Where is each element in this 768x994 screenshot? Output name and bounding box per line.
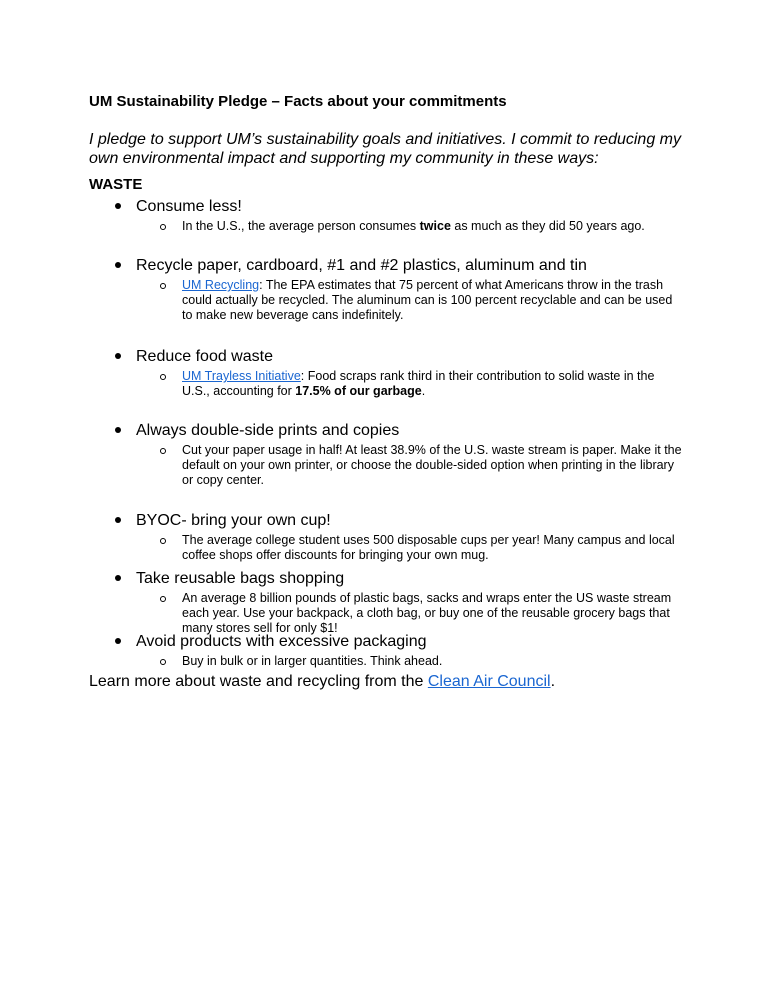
item-label: Take reusable bags shopping — [136, 570, 345, 587]
section-heading-waste: WASTE — [89, 176, 143, 193]
bullet-icon — [115, 427, 121, 433]
bullet-icon — [115, 353, 121, 359]
sub-bullet-icon — [160, 283, 166, 289]
detail-text: In the U.S., the average person consumes — [182, 219, 420, 233]
item-label: Always double-side prints and copies — [136, 422, 400, 439]
item-detail — [182, 219, 742, 234]
item-label: Recycle paper, cardboard, #1 and #2 plastics, aluminum and tin — [136, 257, 587, 274]
item-detail: Cut your paper usage in half! At least 38.9% of the U.S. waste stream is paper. Make it the default on your own printer, or choose the double-sided option when printing in the library or copy center. — [182, 443, 682, 487]
sub-bullet-icon — [160, 538, 166, 544]
detail-text: : The EPA estimates that 75 percent of what Americans throw in the trash could actually be recycled. The aluminum can is 100 percent recyclable and can be used to make new beverage cans indefinitely. — [182, 278, 673, 322]
sub-bullet-icon — [160, 448, 166, 454]
item-detail — [182, 278, 682, 323]
bullet-icon — [115, 203, 121, 209]
bullet-icon — [115, 262, 121, 268]
item-label: BYOC- bring your own cup! — [136, 512, 331, 529]
detail-text: : Food scraps rank third in their contribution to solid waste in the U.S., accounting for — [182, 369, 655, 398]
bullet-icon — [115, 575, 121, 581]
um-recycling-link[interactable]: UM Recycling — [182, 278, 260, 292]
footer-text: . — [550, 673, 556, 690]
detail-emphasis: 17.5% of our garbage — [295, 384, 422, 398]
item-detail: An average 8 billion pounds of plastic bags, sacks and wraps enter the US waste stream each year. Use your backpack, a cloth bag, or buy one of the reusable grocery bags that many stores sell for only $1! — [182, 591, 672, 635]
detail-text: as much as they did 50 years ago. — [450, 219, 645, 233]
detail-text: . — [421, 384, 426, 398]
footer-text: Learn more about waste and recycling from the — [89, 673, 428, 690]
item-detail: Buy in bulk or in larger quantities. Think ahead. — [182, 654, 443, 668]
bullet-icon — [115, 517, 121, 523]
um-trayless-initiative-link[interactable]: UM Trayless Initiative — [182, 369, 301, 383]
pledge-intro: I pledge to support UM’s sustainability goals and initiatives. I commit to reducing my own environmental impact and supporting my community in these ways: — [89, 131, 681, 167]
item-label: Avoid products with excessive packaging — [136, 633, 427, 650]
sub-bullet-icon — [160, 374, 166, 380]
bullet-icon — [115, 638, 121, 644]
sub-bullet-icon — [160, 659, 166, 665]
page-title: UM Sustainability Pledge – Facts about your commitments — [89, 93, 507, 110]
item-label: Reduce food waste — [136, 348, 273, 365]
sub-bullet-icon — [160, 596, 166, 602]
detail-emphasis: twice — [419, 219, 451, 233]
item-label: Consume less! — [136, 198, 242, 215]
sub-bullet-icon — [160, 224, 166, 230]
item-detail: The average college student uses 500 disposable cups per year! Many campus and local coffee shops offer discounts for bringing your own mug. — [182, 533, 675, 562]
item-detail — [182, 369, 682, 399]
clean-air-council-link[interactable]: Clean Air Council — [427, 673, 551, 690]
learn-more-line — [89, 673, 555, 691]
